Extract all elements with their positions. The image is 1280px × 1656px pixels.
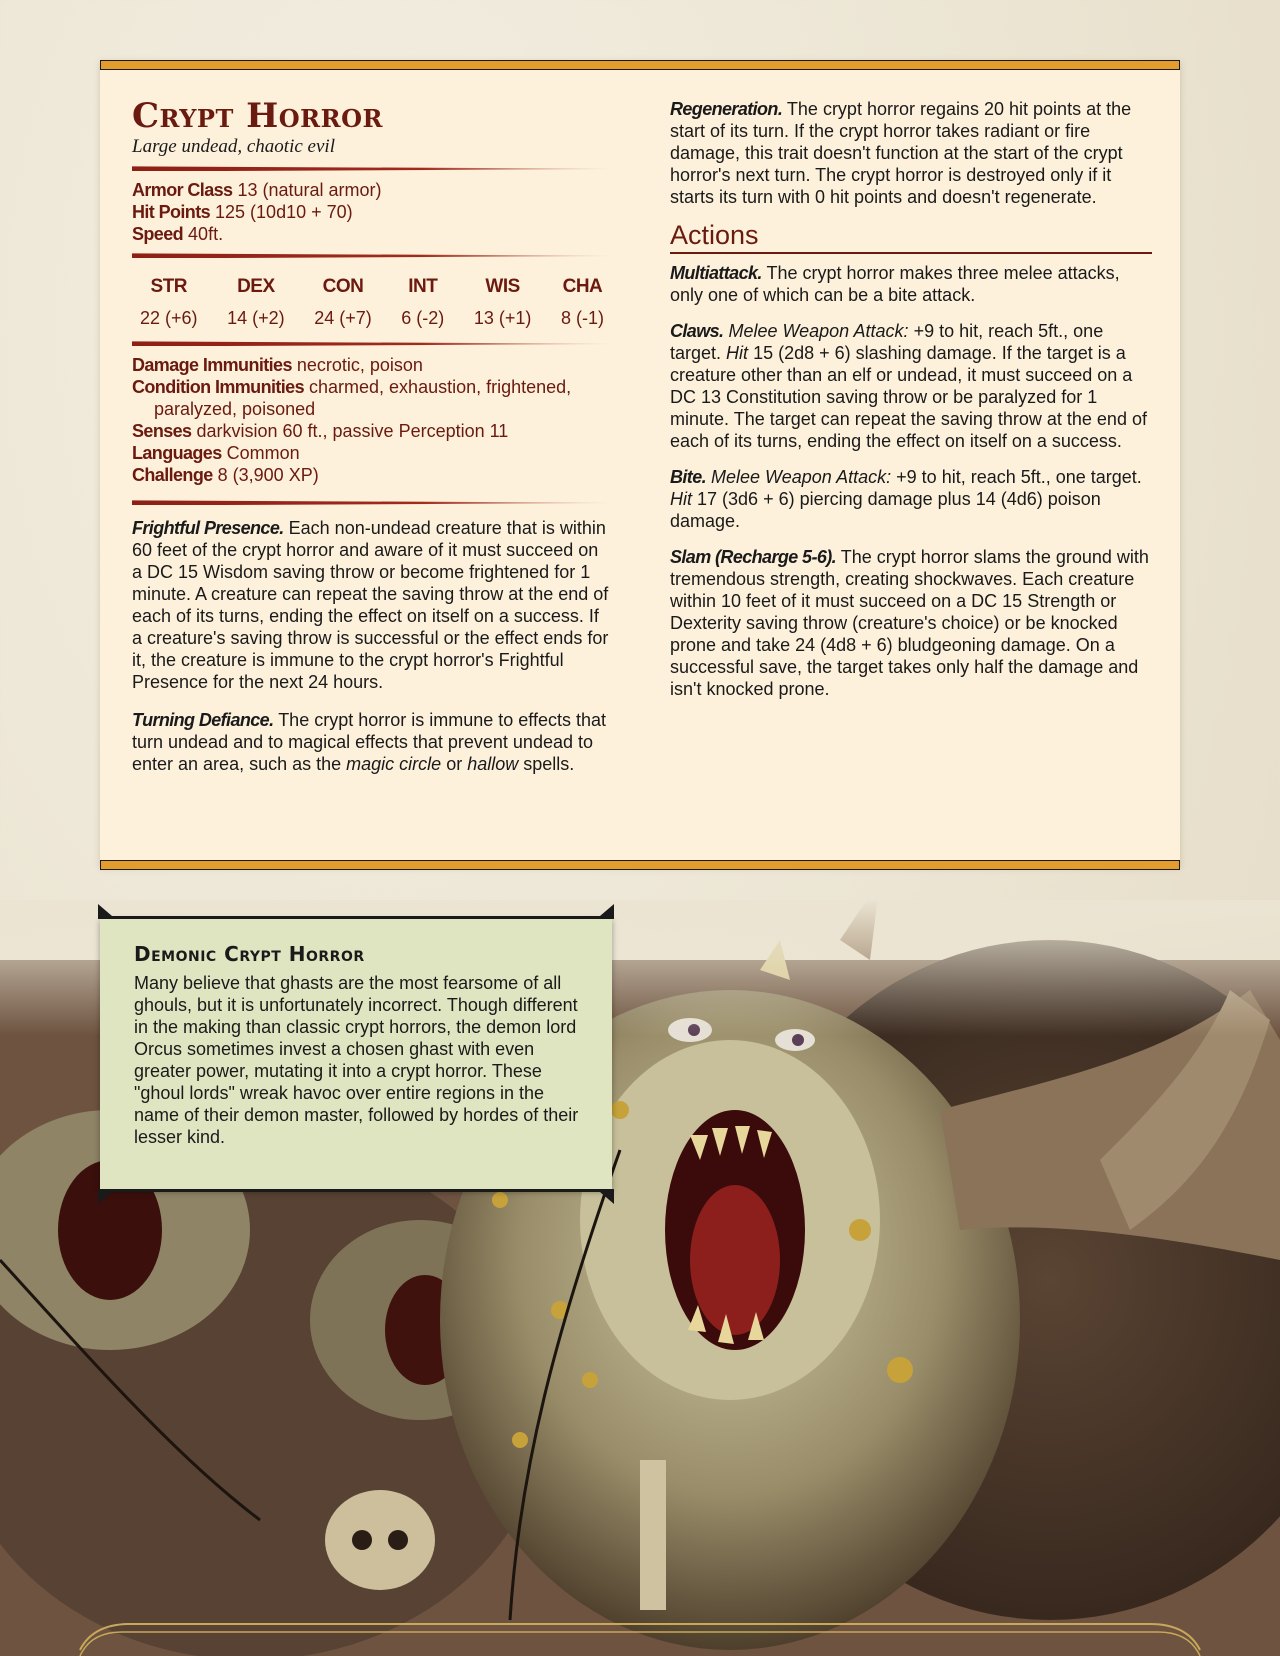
monster-name: Crypt Horror: [132, 96, 383, 136]
ability-value: 24 (+7): [314, 308, 372, 329]
action-multiattack: [670, 262, 1152, 306]
spell-name: magic circle: [346, 754, 442, 775]
speed-value: 40ft.: [188, 224, 224, 245]
ability-str: [140, 276, 198, 329]
ability-label: CHA: [562, 276, 603, 298]
damage-immunities-value: necrotic, poison: [296, 355, 423, 376]
condition-immunities: [132, 376, 612, 420]
hit-points-value: 125 (10d10 + 70): [215, 202, 353, 223]
ability-label: WIS: [485, 276, 520, 298]
action-name: Bite.: [670, 467, 707, 487]
trait-name: Regeneration.: [670, 99, 783, 119]
ability-con: [314, 276, 372, 329]
damage-immunities: [132, 354, 612, 376]
challenge: [132, 464, 612, 486]
ability-label: STR: [150, 276, 188, 298]
ability-cha: [561, 276, 604, 329]
trait-turning-defiance: [132, 709, 612, 775]
action-bite: [670, 466, 1152, 532]
footer-ornament: [0, 1600, 1280, 1656]
divider: [132, 341, 612, 346]
condition-immunities-value: charmed, exhaustion, frightened,: [309, 377, 572, 398]
attack-type: Melee Weapon Attack:: [711, 467, 892, 487]
divider: [132, 253, 612, 258]
stat-block-top-border: [100, 60, 1180, 70]
note-top-border: [98, 916, 614, 919]
note-title: Demonic Crypt Horror: [134, 942, 365, 966]
languages-label: Languages: [132, 443, 222, 464]
ability-value: 6 (-2): [401, 308, 445, 329]
speed: [132, 223, 612, 245]
trait-text: spells.: [523, 754, 575, 775]
trait-name: Turning Defiance.: [132, 710, 274, 731]
senses-value: darkvision 60 ft., passive Perception 11: [196, 421, 509, 442]
trait-text: Each non-undead creature that is within 60 feet of the crypt horror and aware of it must succeed on a DC 15 Wisdom saving throw or become frightened for 1 minute. A creature can repeat the saving throw at the end of each of its turns, ending the effect on itself on a success. If a creature's saving throw is successful or the effect ends for it, the creature is immune to the crypt horror's Frightful Presence for the next 24 hours.: [132, 518, 609, 693]
hit-points-label: Hit Points: [132, 202, 210, 223]
note-corner: [600, 1192, 614, 1204]
lore-note: [100, 918, 612, 1190]
note-body: Many believe that ghasts are the most fearsome of all ghouls, but it is unfortunately incorrect. Though different in the making than classic crypt horrors, the demon lord Orcus sometimes invest a chosen ghast with even greater power, mutating it into a crypt horror. These "ghoul lords" wreak havoc over entire regions in the name of their demon master, followed by hordes of their lesser kind.: [134, 973, 579, 1147]
damage-immunities-label: Damage Immunities: [132, 355, 292, 376]
action-slam: [670, 546, 1152, 700]
spell-name: hallow: [467, 754, 519, 775]
ability-label: INT: [408, 276, 438, 298]
armor-class-value: 13 (natural armor): [237, 180, 382, 201]
note-bottom-border: [98, 1189, 614, 1192]
action-name: Slam (Recharge 5-6).: [670, 547, 837, 567]
monster-type: Large undead, chaotic evil: [132, 136, 335, 158]
trait-frightful-presence: [132, 517, 612, 693]
trait-text: or: [446, 754, 463, 775]
ability-label: CON: [322, 276, 364, 298]
action-text: The crypt horror makes three melee attacks, only one of which can be a bite attack.: [670, 263, 1120, 305]
note-corner: [98, 904, 112, 916]
stat-block-right-column: [670, 98, 1152, 700]
trait-text: The crypt horror is immune to effects that turn undead and to magical effects that prevent undead to enter an area, such as the: [132, 710, 606, 775]
speed-label: Speed: [132, 224, 184, 245]
divider: [132, 500, 612, 505]
trait-text: The crypt horror regains 20 hit points at the start of its turn. If the crypt horror takes radiant or fire damage, this trait doesn't function at the start of the crypt horror's next turn. The crypt horror is destroyed only if it starts its turn with 0 hit points and doesn't regenerate.: [670, 99, 1132, 207]
condition-immunities-value-cont: paralyzed, poisoned: [154, 399, 316, 420]
ability-scores: [132, 266, 612, 333]
ability-value: 14 (+2): [227, 308, 285, 329]
ability-int: [401, 276, 444, 329]
action-text: 15 (2d8 + 6) slashing damage. If the target is a creature other than an elf or undead, it must succeed on a DC 13 Constitution saving throw or be paralyzed for 1 minute. The target can repeat the saving throw at the end of each of its turns, ending the effect on itself on a success.: [670, 343, 1147, 451]
divider: [132, 166, 612, 171]
challenge-label: Challenge: [132, 465, 213, 486]
attack-type: Melee Weapon Attack:: [728, 321, 909, 341]
ability-value: 13 (+1): [473, 308, 532, 329]
trait-regeneration: [670, 98, 1152, 208]
senses: [132, 420, 612, 442]
action-text: +9 to hit, reach 5ft., one target.: [896, 467, 1142, 487]
action-text: +9 to hit, reach 5ft., one target.: [670, 321, 1104, 363]
armor-class: [132, 179, 612, 201]
stat-block: [100, 62, 1180, 868]
hit-label: Hit: [726, 343, 749, 363]
hit-label: Hit: [670, 489, 692, 509]
challenge-value: 8 (3,900 XP): [217, 465, 319, 486]
action-text: The crypt horror slams the ground with tremendous strength, creating shockwaves. Each creature within 10 feet of it must succeed on a DC 15 Strength or Dexterity saving throw (creature's choice) or be knocked prone and take 24 (4d8 + 6) bludgeoning damage. On a successful save, the target takes only half the damage and isn't knocked prone.: [670, 547, 1149, 699]
ability-value: 22 (+6): [140, 308, 198, 329]
ability-value: 8 (-1): [560, 308, 604, 329]
action-name: Multiattack.: [670, 263, 762, 283]
note-corner: [600, 904, 614, 916]
senses-label: Senses: [132, 421, 192, 442]
stat-block-bottom-border: [100, 860, 1180, 870]
action-claws: [670, 320, 1152, 452]
action-text: 17 (3d6 + 6) piercing damage plus 14 (4d6) poison damage.: [670, 489, 1101, 531]
hit-points: [132, 201, 612, 223]
ability-dex: [227, 276, 285, 329]
action-name: Claws.: [670, 321, 724, 341]
actions-heading: Actions: [670, 220, 1152, 254]
armor-class-label: Armor Class: [132, 180, 233, 201]
note-corner: [98, 1192, 112, 1204]
languages-value: Common: [226, 443, 300, 464]
trait-name: Frightful Presence.: [132, 518, 284, 539]
languages: [132, 442, 612, 464]
ability-label: DEX: [237, 276, 275, 298]
condition-immunities-label: Condition Immunities: [132, 377, 304, 398]
stat-block-left-column: [132, 98, 612, 775]
ability-wis: [474, 276, 532, 329]
